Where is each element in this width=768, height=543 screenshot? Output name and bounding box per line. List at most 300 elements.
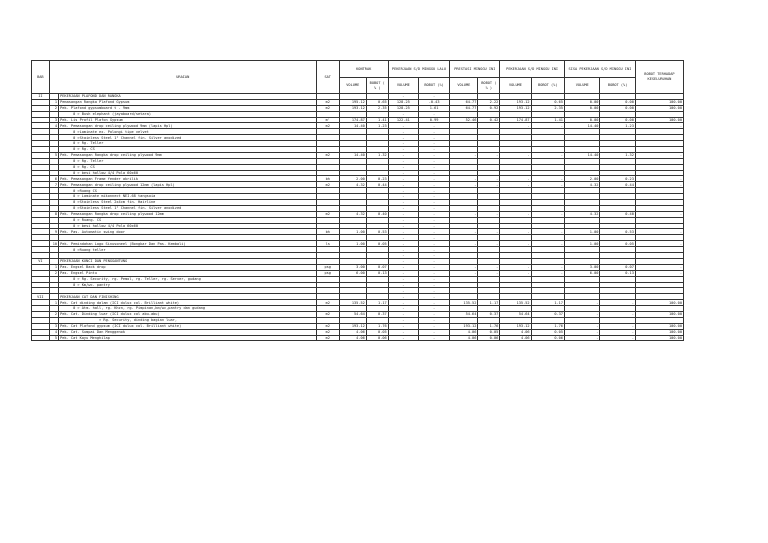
value-cell: - xyxy=(500,270,531,276)
progress-table xyxy=(31,60,684,341)
value-cell: - xyxy=(478,241,500,247)
item-number: 2 xyxy=(49,105,58,111)
item-description: Pek. Lis Profil Plafon Gypsum xyxy=(59,117,317,123)
unit-cell: bh xyxy=(316,229,339,235)
value-cell: 1.76 xyxy=(531,323,564,329)
value-cell: - xyxy=(418,94,449,100)
item-description: 0 > besi hollow 4/4 Pola 60x60 xyxy=(59,223,317,229)
value-cell: - xyxy=(600,335,635,341)
value-cell: - xyxy=(478,264,500,270)
item-number: 1 xyxy=(49,99,58,105)
value-cell: - xyxy=(500,229,531,235)
value-cell: 0.65 xyxy=(366,99,388,105)
value-cell: 1.76 xyxy=(478,323,500,329)
value-cell: 0.23 xyxy=(366,176,388,182)
value-cell: - xyxy=(418,147,449,153)
item-number: 3 xyxy=(49,117,58,123)
item-number: 2 xyxy=(49,311,58,317)
value-cell: - xyxy=(500,123,531,129)
value-cell: 195.12 xyxy=(339,99,366,105)
value-cell: 1.00 xyxy=(564,229,599,235)
value-cell: 4.32 xyxy=(564,211,599,217)
value-cell: - xyxy=(478,182,500,188)
item-description: Pek. Cat. Sumpai Dan Menggenok xyxy=(59,329,317,335)
bab-cell: VI xyxy=(32,258,50,264)
item-description: Pek. Cat dinding dalam (ICI dulux col. Brilliant white) xyxy=(59,300,317,306)
value-cell: 1.23 xyxy=(600,123,635,129)
header-sisa: SISA PEKERJAAN S/D MINGGU INI xyxy=(564,61,635,78)
value-cell: 0.05 xyxy=(600,241,635,247)
value-cell: - xyxy=(635,182,683,188)
value-cell: - xyxy=(388,217,418,223)
value-cell: - xyxy=(388,123,418,129)
unit-cell: bh xyxy=(316,176,339,182)
value-cell: - xyxy=(418,241,449,247)
item-description: 0 > Rg. Teller xyxy=(59,141,317,147)
value-cell: 0.40 xyxy=(600,211,635,217)
item-number: 10 xyxy=(49,241,58,247)
header-bobot: BOBOT (%) xyxy=(418,78,449,94)
value-cell: - xyxy=(388,194,418,200)
value-cell: - xyxy=(500,211,531,217)
value-cell: 100.00 xyxy=(635,335,683,341)
item-number: 9 xyxy=(49,229,58,235)
value-cell: - xyxy=(478,152,500,158)
header-volume: VOLUME xyxy=(564,78,599,94)
value-cell: 0.40 xyxy=(366,211,388,217)
value-cell: 52.46 xyxy=(450,117,478,123)
value-cell: - xyxy=(418,282,449,288)
value-cell: 0.42 xyxy=(478,117,500,123)
value-cell: - xyxy=(635,176,683,182)
value-cell: - xyxy=(388,94,418,100)
value-cell: 193.12 xyxy=(500,105,531,111)
value-cell: 3.00 xyxy=(339,264,366,270)
table-header xyxy=(32,61,684,94)
header-prestasi: PRESTASI MINGGU INI xyxy=(450,61,500,78)
item-description: 0 > besi hollow 4/4 Pola 60x60 xyxy=(59,170,317,176)
bab-cell: VII xyxy=(32,294,50,300)
value-cell: - xyxy=(418,170,449,176)
value-cell: 0.37 xyxy=(531,311,564,317)
value-cell: 4.06 xyxy=(500,335,531,341)
item-description: Pek. Pemasangan drop ceiling plywood 12mm (lapis Hpl) xyxy=(59,182,317,188)
header-bobot-total: BOBOT TERHADAP KESELURUHAN xyxy=(635,61,683,94)
unit-cell: m2 xyxy=(316,300,339,306)
unit-cell: m2 xyxy=(316,152,339,158)
item-description: 0 >Ruang teller xyxy=(59,247,317,253)
value-cell: - xyxy=(388,235,418,241)
value-cell: - xyxy=(418,300,449,306)
value-cell: 0.07 xyxy=(366,264,388,270)
value-cell: - xyxy=(418,200,449,206)
value-cell: - xyxy=(388,311,418,317)
value-cell: 1.32 xyxy=(600,152,635,158)
value-cell: - xyxy=(388,164,418,170)
value-cell: - xyxy=(418,317,449,323)
value-cell: 6.00 xyxy=(339,270,366,276)
value-cell: 100.00 xyxy=(635,105,683,111)
value-cell: 4.06 xyxy=(339,335,366,341)
value-cell: - xyxy=(418,135,449,141)
item-description: 0 > Km/wc. pantry xyxy=(59,282,317,288)
bab-cell: II xyxy=(32,94,50,100)
header-bobot: BOBOT (%) xyxy=(531,78,564,94)
value-cell: - xyxy=(388,176,418,182)
item-number: 7 xyxy=(49,182,58,188)
value-cell: 122.41 xyxy=(388,117,418,123)
value-cell: - xyxy=(388,329,418,335)
unit-cell: m2 xyxy=(316,335,339,341)
unit-cell: m2 xyxy=(316,99,339,105)
value-cell: 4.32 xyxy=(339,211,366,217)
value-cell: 3.00 xyxy=(564,264,599,270)
value-cell: 193.12 xyxy=(500,323,531,329)
value-cell: - xyxy=(418,129,449,135)
item-description: 0 > Rg. Teller xyxy=(59,158,317,164)
value-cell: - xyxy=(450,264,478,270)
value-cell: 54.64 xyxy=(500,311,531,317)
item-description: 0 > Rg. Security, rg. Pemol, rg. Teller, rg. Server, gudang xyxy=(59,276,317,282)
value-cell: 0.44 xyxy=(600,182,635,188)
table-row xyxy=(32,335,684,341)
value-cell: 0.92 xyxy=(478,105,500,111)
value-cell: - xyxy=(531,211,564,217)
unit-cell: m2 xyxy=(316,329,339,335)
value-cell: - xyxy=(600,323,635,329)
header-bobot: BOBOT ( % ) xyxy=(478,78,500,94)
unit-cell: m2 xyxy=(316,211,339,217)
value-cell: - xyxy=(418,258,449,264)
value-cell: 0.05 xyxy=(366,329,388,335)
value-cell: - xyxy=(388,300,418,306)
value-cell: 100.00 xyxy=(635,99,683,105)
value-cell: 1.32 xyxy=(366,152,388,158)
item-description: > Rg. Security, dinding bagian luar, xyxy=(59,317,317,323)
value-cell: 4.06 xyxy=(339,329,366,335)
value-cell: - xyxy=(418,111,449,117)
value-cell: 0.00 xyxy=(600,105,635,111)
value-cell: -0.43 xyxy=(418,99,449,105)
unit-cell: m2 xyxy=(316,182,339,188)
value-cell: - xyxy=(418,294,449,300)
value-cell: 0.07 xyxy=(600,264,635,270)
item-description: 0 >Stainless Steel 2x4cm fin. Hairline xyxy=(59,200,317,206)
value-cell: - xyxy=(500,264,531,270)
value-cell: - xyxy=(388,288,418,294)
value-cell: 4.32 xyxy=(564,182,599,188)
value-cell: 2.35 xyxy=(366,105,388,111)
value-cell: 128.25 xyxy=(388,105,418,111)
value-cell: - xyxy=(388,205,418,211)
value-cell: 0.00 xyxy=(564,99,599,105)
value-cell: 54.64 xyxy=(450,311,478,317)
value-cell: - xyxy=(564,323,599,329)
value-cell: - xyxy=(450,229,478,235)
unit-cell: psg xyxy=(316,264,339,270)
value-cell: - xyxy=(388,270,418,276)
item-number: 1 xyxy=(49,264,58,270)
value-cell: - xyxy=(388,335,418,341)
value-cell: - xyxy=(388,152,418,158)
unit-cell: m2 xyxy=(316,311,339,317)
value-cell: - xyxy=(450,182,478,188)
value-cell: - xyxy=(388,294,418,300)
value-cell: - xyxy=(388,317,418,323)
value-cell: - xyxy=(388,241,418,247)
value-cell: 14.40 xyxy=(339,152,366,158)
value-cell: 2.22 xyxy=(478,99,500,105)
value-cell: 4.32 xyxy=(339,182,366,188)
value-cell: 64.77 xyxy=(450,99,478,105)
value-cell: 100.00 xyxy=(635,329,683,335)
value-cell: 1.41 xyxy=(531,117,564,123)
item-description: 0 >Ruang CS xyxy=(59,188,317,194)
item-description: 0 > Rg. CS xyxy=(59,164,317,170)
value-cell: 193.12 xyxy=(339,323,366,329)
value-cell: - xyxy=(388,264,418,270)
item-number: 3 xyxy=(49,323,58,329)
value-cell: 193.12 xyxy=(500,99,531,105)
value-cell: - xyxy=(418,194,449,200)
value-cell: 4.06 xyxy=(450,329,478,335)
value-cell: - xyxy=(418,164,449,170)
value-cell: - xyxy=(531,123,564,129)
value-cell: - xyxy=(418,253,449,259)
unit-cell: m2 xyxy=(316,105,339,111)
value-cell: - xyxy=(388,223,418,229)
value-cell: - xyxy=(418,182,449,188)
item-description: Pek. Cat Plafond gypsum (ICI dulux col. Brilliant white) xyxy=(59,323,317,329)
value-cell: 0.00 xyxy=(564,117,599,123)
value-cell: 0.06 xyxy=(478,335,500,341)
value-cell: - xyxy=(418,188,449,194)
item-description: Pek. Pemasangan Rangka drop ceiling plywood 12mm xyxy=(59,211,317,217)
value-cell: - xyxy=(531,270,564,276)
value-cell: - xyxy=(500,241,531,247)
value-cell: 0.23 xyxy=(600,176,635,182)
header-lalu: PEKERJAAN S/D MINGGU LALU xyxy=(388,61,450,78)
value-cell: 100.00 xyxy=(635,117,683,123)
unit-cell: m2 xyxy=(316,323,339,329)
header-bobot: BOBOT (%) xyxy=(600,78,635,94)
value-cell: - xyxy=(564,311,599,317)
value-cell: 0.53 xyxy=(366,229,388,235)
value-cell: - xyxy=(564,329,599,335)
value-cell: 0.05 xyxy=(366,241,388,247)
value-cell: - xyxy=(531,182,564,188)
value-cell: - xyxy=(450,152,478,158)
value-cell: - xyxy=(418,205,449,211)
item-description: Pek. Plafond gypsumboard t - 9mm xyxy=(59,105,317,111)
value-cell: - xyxy=(418,158,449,164)
value-cell: - xyxy=(418,335,449,341)
unit-cell: m2 xyxy=(316,123,339,129)
value-cell: - xyxy=(418,247,449,253)
value-cell: - xyxy=(418,276,449,282)
value-cell: - xyxy=(418,229,449,235)
value-cell: 0.00 xyxy=(600,99,635,105)
value-cell: - xyxy=(388,147,418,153)
value-cell: 14.40 xyxy=(564,123,599,129)
value-cell: - xyxy=(418,152,449,158)
value-cell: 64.77 xyxy=(450,105,478,111)
value-cell: 0.37 xyxy=(366,311,388,317)
value-cell: - xyxy=(450,270,478,276)
value-cell: 0.00 xyxy=(564,105,599,111)
value-cell: - xyxy=(450,211,478,217)
value-cell: 2.00 xyxy=(339,176,366,182)
value-cell: - xyxy=(635,123,683,129)
value-cell: - xyxy=(418,176,449,182)
value-cell: - xyxy=(418,306,449,312)
value-cell: - xyxy=(635,211,683,217)
value-cell: - xyxy=(418,311,449,317)
item-description: Pek. Cat. Dinding luar (ICI dulux col abu-abu) xyxy=(59,311,317,317)
value-cell: - xyxy=(388,306,418,312)
value-cell: - xyxy=(418,217,449,223)
item-number: 2 xyxy=(49,270,58,276)
item-description: Pek. Pemindahan Logo Sinusoneel (Bongkar Dan Pas. Kembali) xyxy=(59,241,317,247)
value-cell: 0.05 xyxy=(531,329,564,335)
value-cell: - xyxy=(388,282,418,288)
value-cell: 0.13 xyxy=(600,270,635,276)
value-cell: - xyxy=(478,176,500,182)
value-cell: 1.41 xyxy=(366,117,388,123)
value-cell: 1.00 xyxy=(339,241,366,247)
section-title: PEKERJAAN PLAFOND DAN RANGKA xyxy=(59,94,317,100)
value-cell: - xyxy=(531,229,564,235)
value-cell: - xyxy=(478,211,500,217)
value-cell: 1.00 xyxy=(564,241,599,247)
value-cell: 0.65 xyxy=(531,99,564,105)
value-cell: 174.87 xyxy=(500,117,531,123)
value-cell: - xyxy=(600,300,635,306)
value-cell: - xyxy=(635,152,683,158)
value-cell: - xyxy=(635,241,683,247)
header-bobot: BOBOT ( % ) xyxy=(366,78,388,94)
item-description: Pemasangan Rangka Plafond Gypsum xyxy=(59,99,317,105)
value-cell: 174.87 xyxy=(339,117,366,123)
unit-cell: psg xyxy=(316,270,339,276)
value-cell: - xyxy=(635,229,683,235)
item-description: 0 > Atm. hall, rg. Khzn, rg. Pimpinan,km/wc,pantry dan gudang xyxy=(59,306,317,312)
item-description: 0 > Bush elephant (jayaboard/setara) xyxy=(59,111,317,117)
value-cell: - xyxy=(500,152,531,158)
value-cell: 135.52 xyxy=(500,300,531,306)
value-cell: - xyxy=(531,176,564,182)
value-cell: - xyxy=(450,176,478,182)
item-number: 4 xyxy=(49,329,58,335)
progress-report-sheet xyxy=(31,60,684,341)
value-cell: - xyxy=(500,182,531,188)
item-description: Pas. Engsel Back drop xyxy=(59,264,317,270)
value-cell: 2.35 xyxy=(531,105,564,111)
value-cell: 0.06 xyxy=(531,335,564,341)
value-cell: - xyxy=(388,253,418,259)
value-cell: 14.40 xyxy=(339,123,366,129)
item-description: Pek. Pas. Automatic swing door xyxy=(59,229,317,235)
header-uraian: URAIAN xyxy=(49,61,316,94)
value-cell: 1.61 xyxy=(418,105,449,111)
value-cell: - xyxy=(388,141,418,147)
bab-cell xyxy=(32,335,50,341)
value-cell: 0.44 xyxy=(366,182,388,188)
value-cell: - xyxy=(388,111,418,117)
value-cell: - xyxy=(418,235,449,241)
value-cell: - xyxy=(450,241,478,247)
value-cell: - xyxy=(531,241,564,247)
item-number: 8 xyxy=(49,211,58,217)
value-cell: 0.99 xyxy=(418,117,449,123)
value-cell: 4.06 xyxy=(500,329,531,335)
value-cell: 0.37 xyxy=(478,311,500,317)
value-cell: - xyxy=(418,270,449,276)
value-cell: - xyxy=(500,176,531,182)
value-cell: - xyxy=(388,276,418,282)
value-cell: - xyxy=(418,323,449,329)
item-description: 0 > Rg. CS xyxy=(59,147,317,153)
item-number: 5 xyxy=(49,152,58,158)
item-description: Pek. Pemasangan drop ceiling plywood 9mm (lapis Hpl) xyxy=(59,123,317,129)
value-cell: 14.40 xyxy=(564,152,599,158)
value-cell: 2.00 xyxy=(564,176,599,182)
value-cell: - xyxy=(531,152,564,158)
value-cell: - xyxy=(418,264,449,270)
unit-cell: m' xyxy=(316,117,339,123)
value-cell: - xyxy=(388,200,418,206)
value-cell: 4.06 xyxy=(450,335,478,341)
value-cell: 100.00 xyxy=(635,323,683,329)
value-cell: - xyxy=(418,223,449,229)
value-cell: - xyxy=(600,311,635,317)
value-cell: - xyxy=(388,129,418,135)
item-description: 0 > Ruang. CS xyxy=(59,217,317,223)
item-number: 4 xyxy=(49,123,58,129)
value-cell: - xyxy=(418,288,449,294)
item-description: Pek. Cat Kayu Menghilap xyxy=(59,335,317,341)
value-cell: 193.12 xyxy=(339,105,366,111)
value-cell: - xyxy=(388,229,418,235)
value-cell: 1.17 xyxy=(478,300,500,306)
item-description: 0 > Laminate mikonnect NEI-68 tangsoia xyxy=(59,194,317,200)
item-number: 1 xyxy=(49,300,58,306)
header-sat: SAT xyxy=(316,61,339,94)
item-description: 0 >Stainless Steel 1" Channel fin. Silver anodized xyxy=(59,135,317,141)
item-description: 0 >Laminate ex. Polongi tipe velvet xyxy=(59,129,317,135)
value-cell: 1.23 xyxy=(366,123,388,129)
value-cell: 193.12 xyxy=(450,323,478,329)
item-number: 6 xyxy=(49,176,58,182)
unit-cell: ls xyxy=(316,241,339,247)
value-cell: - xyxy=(478,270,500,276)
value-cell: 1.17 xyxy=(366,300,388,306)
header-volume: VOLUME xyxy=(388,78,418,94)
item-description: Pek. Pemasangan Frame fender akrilik xyxy=(59,176,317,182)
table-body xyxy=(32,94,684,341)
value-cell: - xyxy=(418,123,449,129)
value-cell: 128.25 xyxy=(388,99,418,105)
header-bab: BAB xyxy=(32,61,50,94)
value-cell: 100.00 xyxy=(635,300,683,306)
header-volume: VOLUME xyxy=(339,78,366,94)
header-volume: VOLUME xyxy=(500,78,531,94)
value-cell: 1.76 xyxy=(366,323,388,329)
value-cell: 0.13 xyxy=(366,270,388,276)
value-cell: 1.17 xyxy=(531,300,564,306)
section-title: PEKERJAAN CAT DAN FINISHING xyxy=(59,294,317,300)
value-cell: - xyxy=(564,300,599,306)
